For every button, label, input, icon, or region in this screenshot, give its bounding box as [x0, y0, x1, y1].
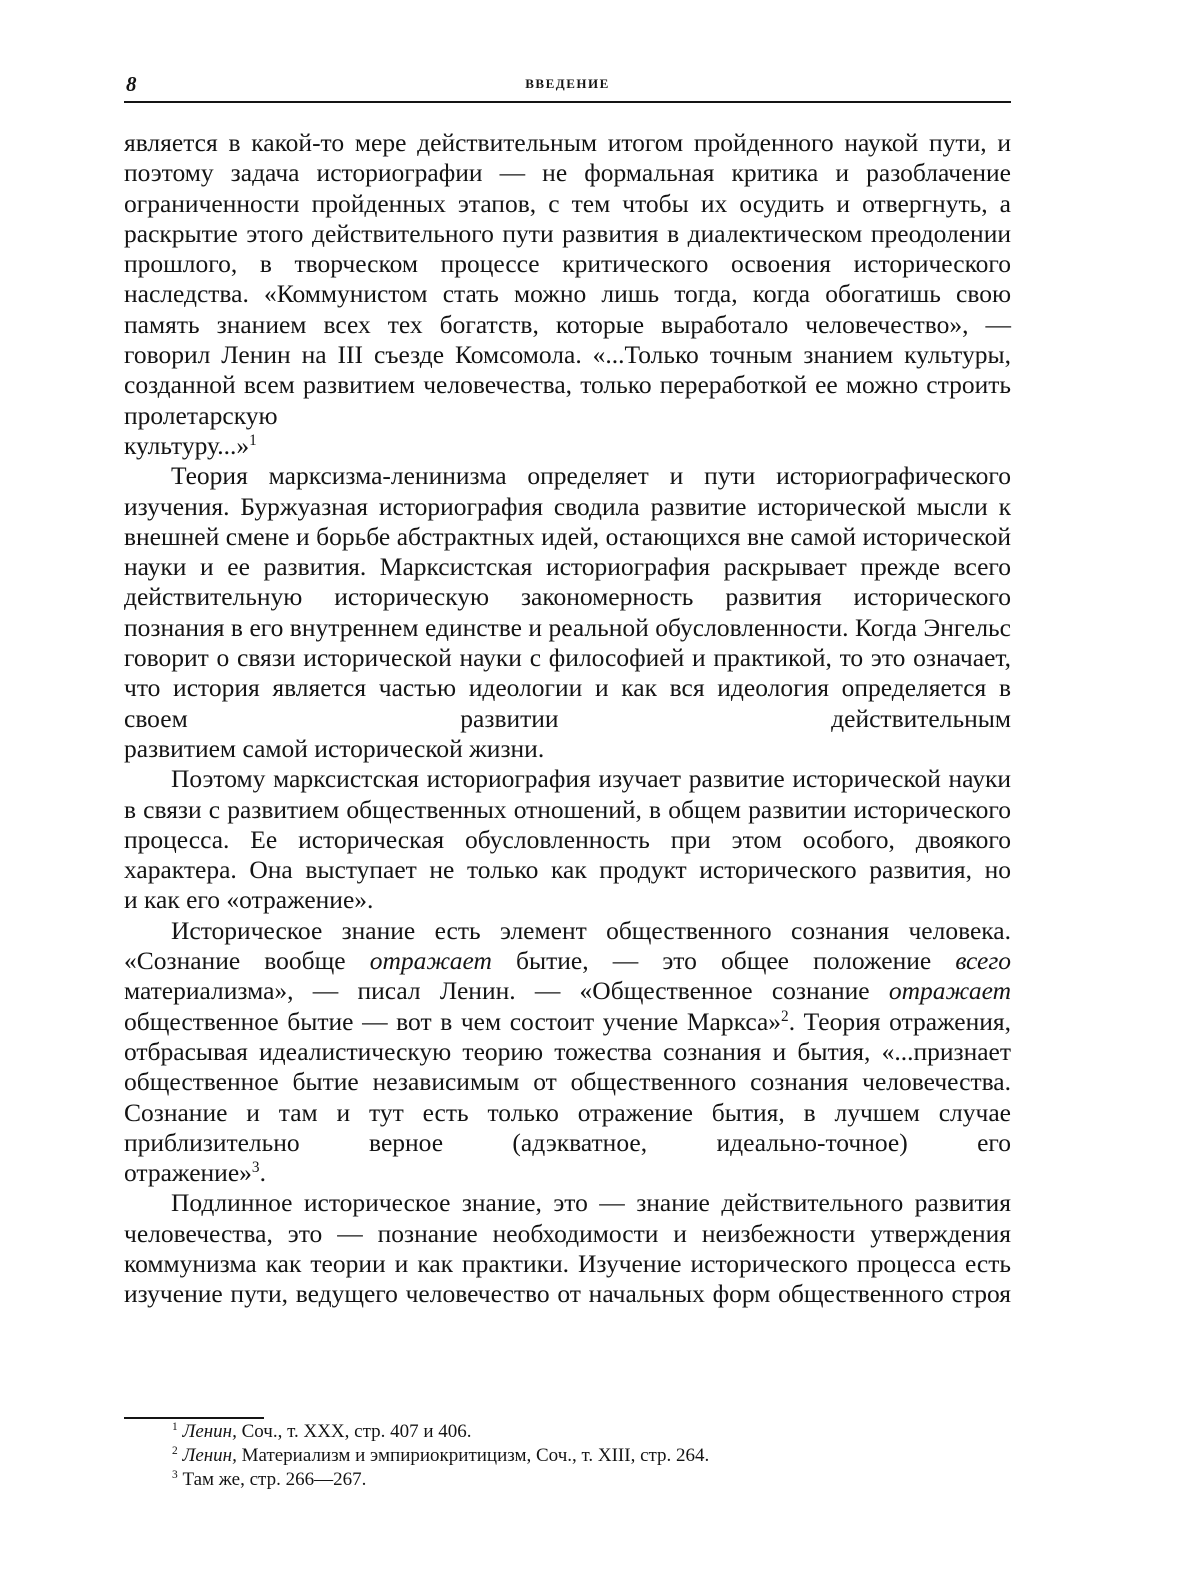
paragraph-5: Подлинное историческое знание, это — знание действительного развития человечества, это — познание необходимости и неизбежности утверждения коммунизма как теории и как практики. Изучение исторического процесса есть изучение пути, ведущего человечество от начальных форм общественного строя	[124, 1188, 1011, 1309]
footnote-2: $^2$ Ленин, Материализм и эмпириокритицизм, Соч., т. XIII, стр. 264.	[172, 1445, 710, 1466]
footnote-1: $^1$ Ленин, Соч., т. XXX, стр. 407 и 406.	[172, 1421, 472, 1442]
page-header	[124, 72, 1011, 102]
paragraph-4: Историческое знание есть элемент общественного сознания человека. «Сознание вообще отражает бытие, — это общее положение всего материализма», — писал Ленин. — «Общественное сознание отражает общественное бытие — вот в чем состоит учение Маркса»$^2$. Теория отражения, отбрасывая идеалистическую теорию тожества сознания и бытия, «...признает общественное бытие независимым от общественного сознания человечества. Сознание и там и тут есть только отражение бытия, в лучшем случае приблизительно верное (адэкватное, идеально-точное) его отражение»$^3$.	[124, 915, 1012, 1188]
footnote-ref-2: 2	[781, 1007, 789, 1025]
paragraph-3: Поэтому марксистская историография изучает развитие исторической науки в связи с развитием общественных отношений, в общем развитии исторического процесса. Ее историческая обусловленность при этом особого, двоякого характера. Она выступает не только как продукт исторического развития, но и как его «отражение».	[124, 764, 1011, 915]
footnote-ref-3: 3	[251, 1158, 260, 1176]
footnotes	[172, 1420, 1011, 1492]
main-text	[124, 128, 1011, 1310]
running-title: ВВЕДЕНИЕ	[525, 76, 610, 91]
footnote-rule	[124, 1417, 264, 1419]
paragraph-2: Теория марксизма-ленинизма определяет и пути историографического изучения. Буржуазная историография сводила развитие исторической мысли к внешней смене и борьбе абстрактных идей, остающихся вне самой исторической науки и ее развития. Марксистская историография раскрывает прежде всего действительную историческую закономерность развития исторического познания в его внутреннем единстве и реальной обусловленности. Когда Энгельс говорит о связи исторической науки с философией и практикой, то это означает, что история является частью идеологии и как вся идеология определяется в своем развитии действительным развитием самой исторической жизни.	[124, 461, 1011, 763]
page-number: 8	[126, 72, 137, 96]
footnote-ref-1: 1	[249, 431, 257, 449]
header-rule	[124, 101, 1011, 103]
footnote-3: $^3$ Там же, стр. 266—267.	[172, 1469, 367, 1490]
paragraph-1: является в какой-то мере действительным итогом пройденного наукой пути, и поэтому задача историографии — не формальная критика и разоблачение ограниченности пройденных этапов, с тем чтобы их осудить и отвергнуть, а раскрытие этого действительного пути развития в диалектическом преодолении прошлого, в творческом процессе критического освоения исторического наследства. «Коммунистом стать можно лишь тогда, когда обогатишь свою память знанием всех тех богатств, которые выработало человечество», — говорил Ленин на III съезде Комсомола. «...Только точным знанием культуры, созданной всем развитием человечества, только переработкой ее можно строить пролетарскую культуру...»$^1$	[124, 128, 1011, 460]
